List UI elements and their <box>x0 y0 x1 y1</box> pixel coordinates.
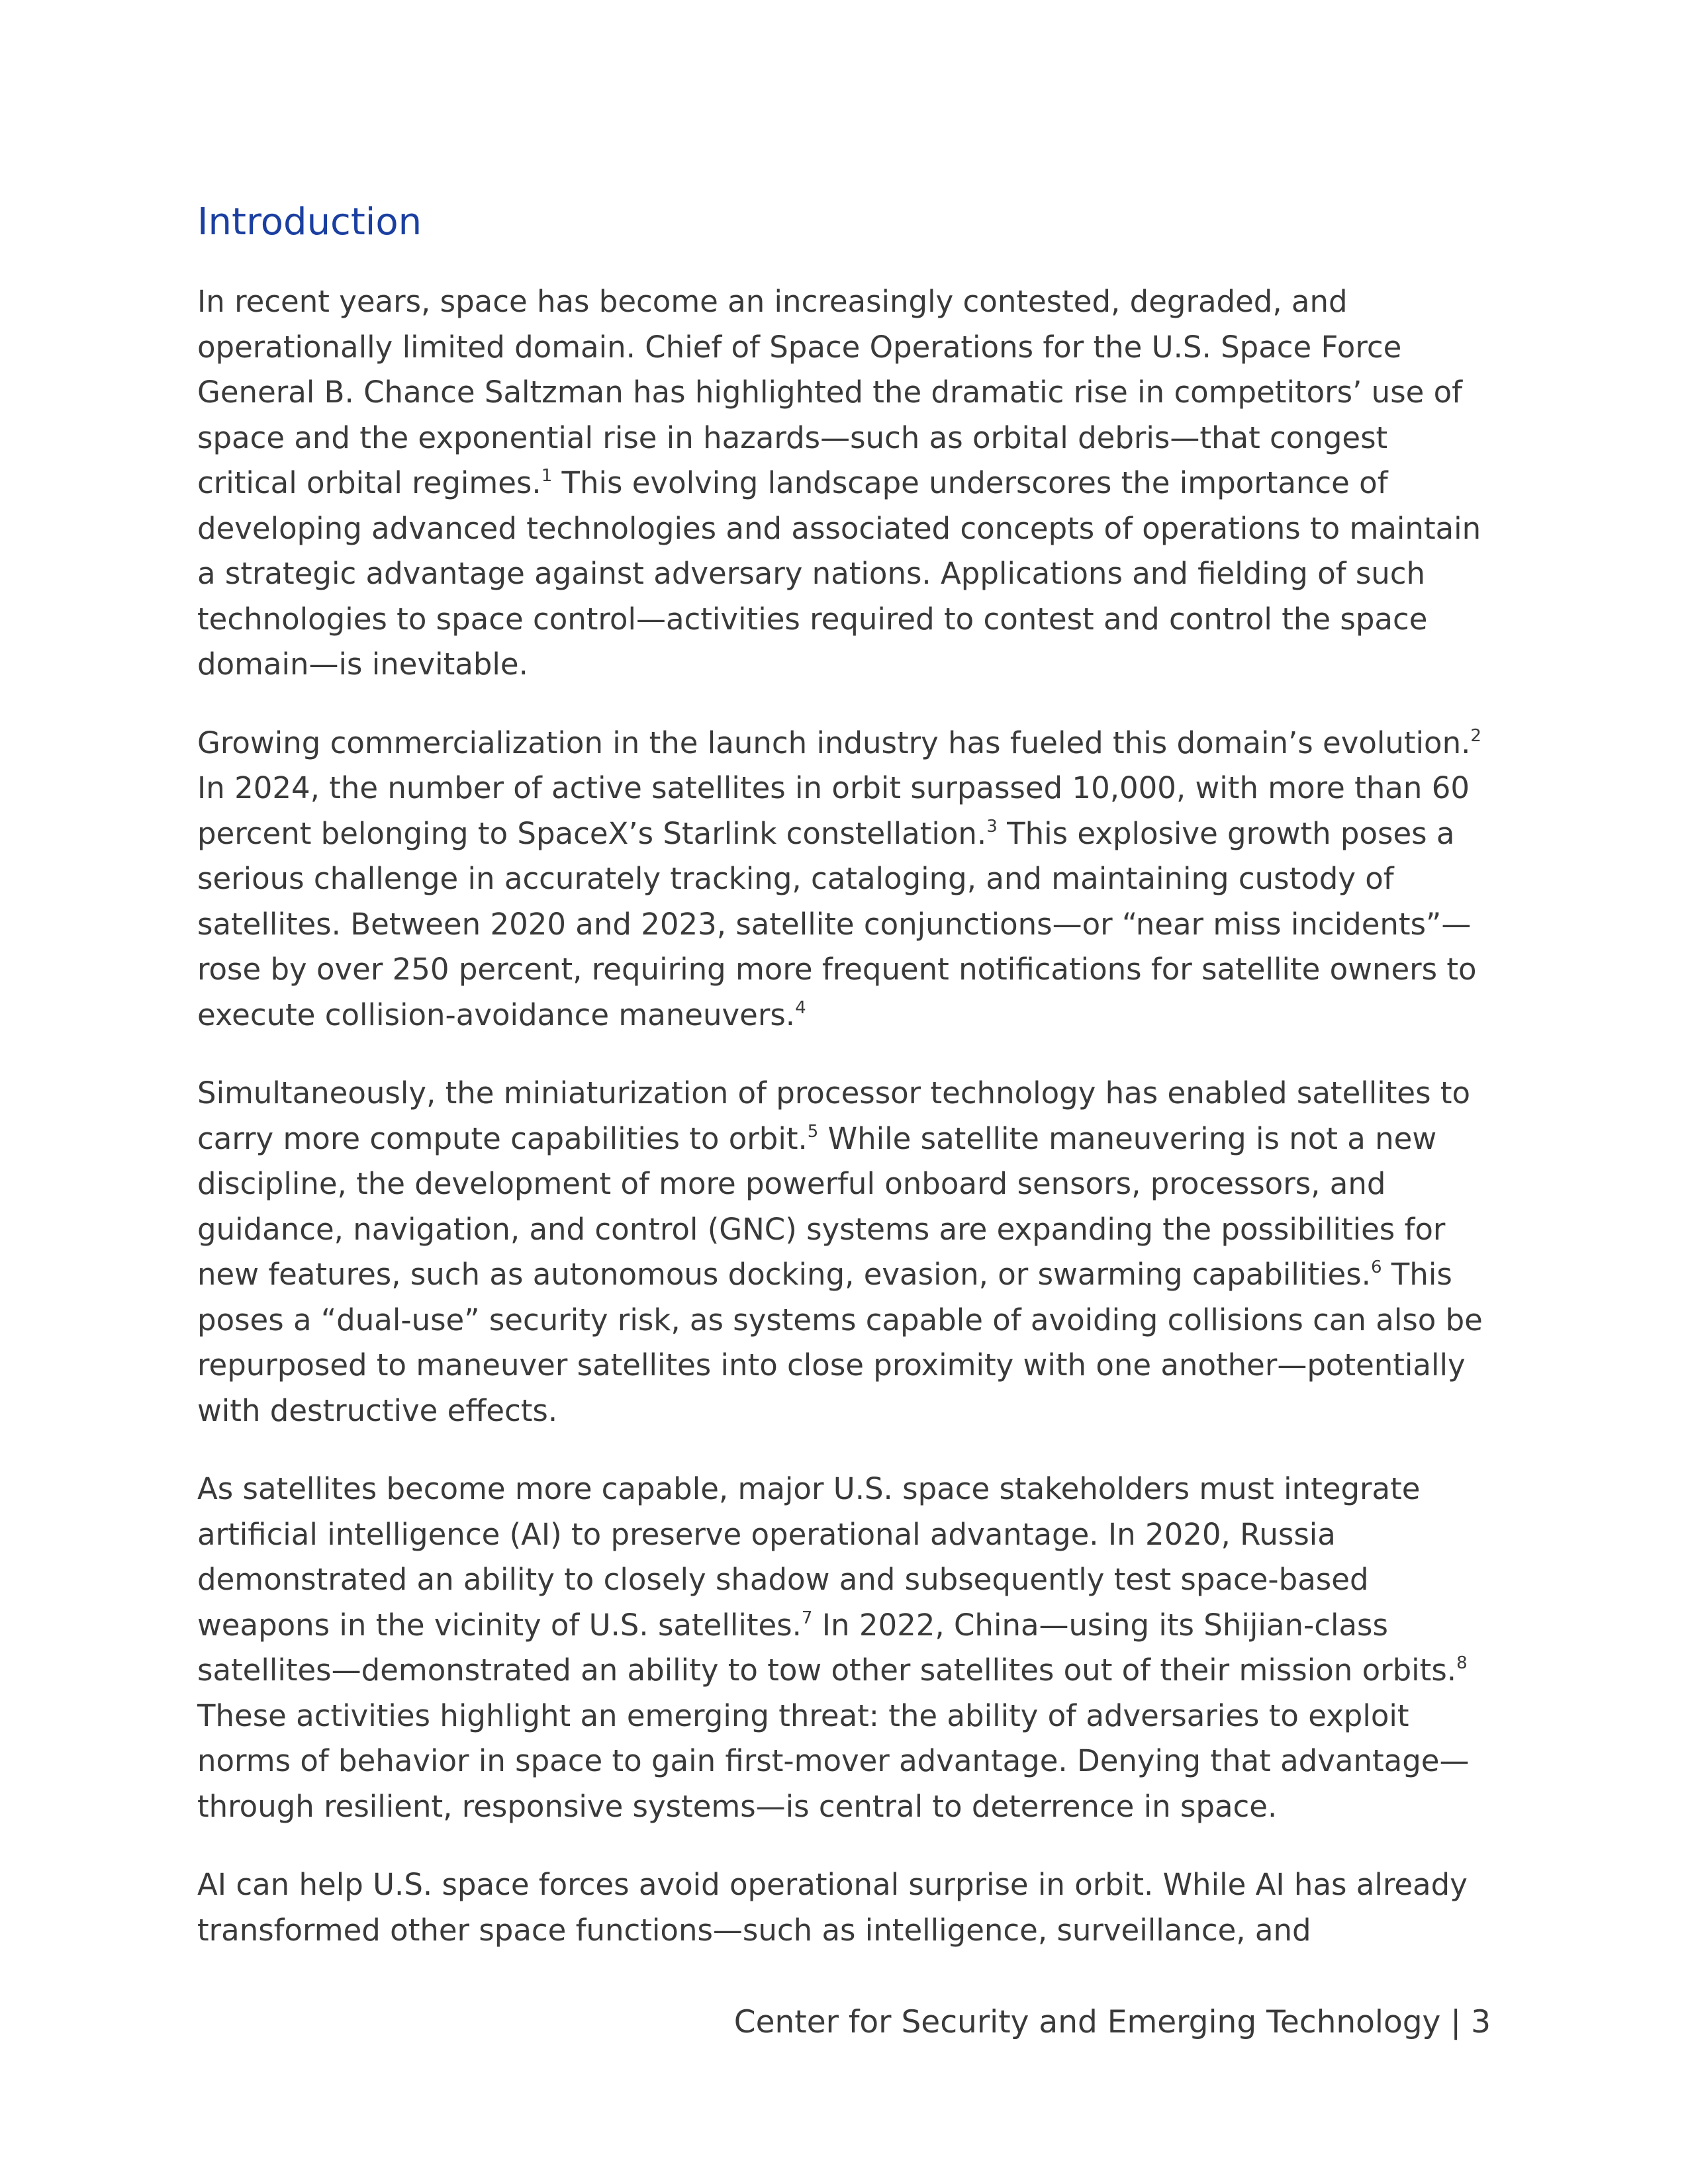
paragraph-text: AI can help U.S. space forces avoid operational surprise in orbit. While AI has already transformed other space functions—such as intelligence, surveillance, and <box>197 1867 1468 1948</box>
paragraph-text: These activities highlight an emerging threat: the ability of adversaries to exploit norms of behavior in space to gain first-mover advantage. Denying that advantage—through resilient, responsive systems—is central to deterrence in space. <box>197 1698 1470 1824</box>
footnote-ref-3[interactable]: 3 <box>986 816 998 837</box>
paragraph-1 <box>197 279 1495 688</box>
paragraph-text: This evolving landscape underscores the importance of developing advanced technologies and associated concepts of operations to maintain a strategic advantage against adversary nations. Applications and fielding of such technologies to space control—activities required to contest and control the space domain—is inevitable. <box>197 465 1481 682</box>
page-content <box>197 199 1495 1986</box>
footnote-ref-8[interactable]: 8 <box>1456 1653 1468 1673</box>
paragraph-4 <box>197 1467 1495 1829</box>
paragraph-3 <box>197 1071 1495 1433</box>
footnote-ref-6[interactable]: 6 <box>1370 1257 1382 1277</box>
paragraph-text: In 2022, China—using its Shijian-class satellites—demonstrated an ability to tow other satellites out of their mission orbits. <box>197 1607 1457 1688</box>
footnote-ref-1[interactable]: 1 <box>541 466 553 486</box>
paragraph-text: In 2024, the number of active satellites in orbit surpassed 10,000, with more than 60 percent belonging to SpaceX’s Starlink constellation. <box>197 770 1470 851</box>
footnote-ref-4[interactable]: 4 <box>795 997 806 1018</box>
footnote-ref-7[interactable]: 7 <box>801 1608 813 1628</box>
paragraph-text: Growing commercialization in the launch industry has fueled this domain’s evolution. <box>197 725 1471 760</box>
page-footer: Center for Security and Emerging Technology | 3 <box>733 2004 1491 2040</box>
paragraph-text: Simultaneously, the miniaturization of processor technology has enabled satellites to carry more compute capabilities to orbit. <box>197 1075 1471 1156</box>
paragraph-2 <box>197 721 1495 1038</box>
paragraph-text: As satellites become more capable, major U.S. space stakeholders must integrate artificial intelligence (AI) to preserve operational advantage. In 2020, Russia demonstrated an ability to closely shadow and subsequently test space-based weapons in the vicinity of U.S. satellites. <box>197 1471 1421 1643</box>
paragraph-text: In recent years, space has become an increasingly contested, degraded, and operationally limited domain. Chief of Space Operations for the U.S. Space Force General B. Chance Saltzman has highlighted the dramatic rise in competitors’ use of space and the exponential rise in hazards—such as orbital debris—that congest critical orbital regimes. <box>197 284 1463 500</box>
footnote-ref-5[interactable]: 5 <box>807 1121 819 1142</box>
paragraph-text: This explosive growth poses a serious challenge in accurately tracking, cataloging, and maintaining custody of satellites. Between 2020 and 2023, satellite conjunctions—or “near miss incidents”—rose by over 250 percent, requiring more frequent notifications for satellite owners to execute collision-avoidance maneuvers. <box>197 815 1477 1032</box>
footnote-ref-2[interactable]: 2 <box>1470 725 1481 746</box>
paragraph-5 <box>197 1862 1495 1953</box>
section-heading: Introduction <box>197 201 422 244</box>
paragraph-text: This poses a “dual-use” security risk, as systems capable of avoiding collisions can also be repurposed to maneuver satellites into close proximity with one another—potentially with destructive effects. <box>197 1257 1483 1428</box>
paragraph-text: While satellite maneuvering is not a new discipline, the development of more powerful onboard sensors, processors, and guidance, navigation, and control (GNC) systems are expanding the possibilities for new features, such as autonomous docking, evasion, or swarming capabilities. <box>197 1120 1446 1292</box>
